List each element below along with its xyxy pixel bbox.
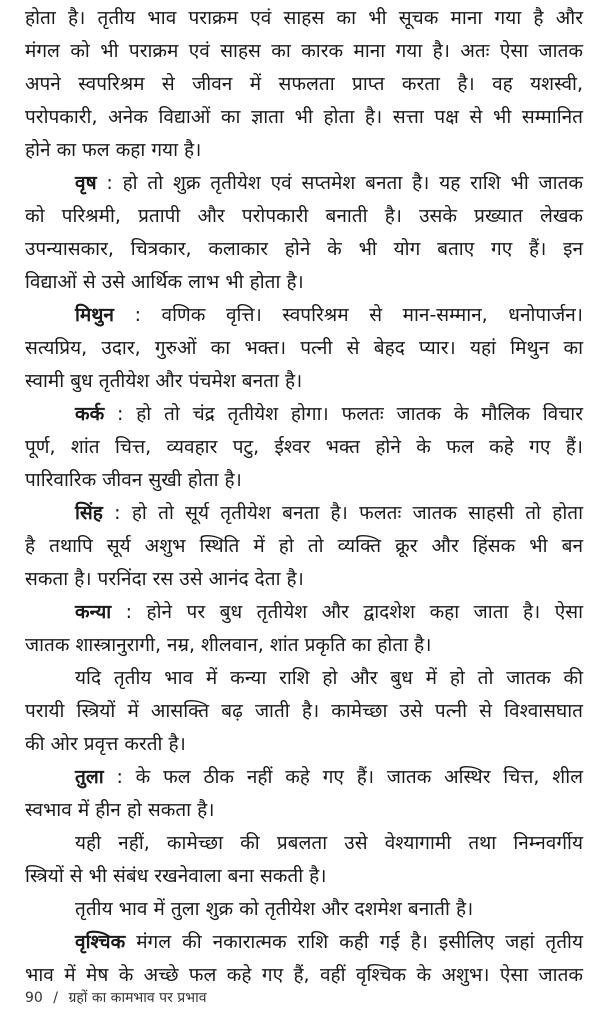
text-line — [25, 629, 583, 662]
text-line — [25, 695, 583, 728]
line-text: पारिवारिक जीवन सुखी होता है। — [25, 469, 242, 491]
paragraph — [25, 662, 583, 761]
text-line — [25, 68, 583, 101]
zodiac-heading: वृश्चिक — [75, 931, 126, 953]
line-text: सत्यप्रिय, उदार, गुरुओं का भक्त। पत्नी से बेहद प्यार। यहां मिथुन का — [25, 337, 583, 359]
line-text: स्त्रियों से भी संबंध रखनेवाला बना सकती है। — [25, 865, 327, 887]
line-text: पूर्ण, शांत चित्त, व्यवहार पटु, ईश्वर भक्त होने के फल कहे गए हैं। — [25, 436, 583, 458]
line-text: उपन्यासकार, चित्रकार, कलाकार होने के भी योग बताए गए हैं। इन — [25, 238, 583, 260]
paragraph — [25, 761, 583, 827]
text-line — [25, 266, 583, 299]
footer-separator: / — [53, 990, 58, 1006]
paragraph — [25, 596, 583, 662]
line-text: : हो तो शुक्र तृतीयेश एवं सप्तमेश बनता है। यह राशि भी जातक — [96, 172, 583, 194]
text-line — [25, 35, 583, 68]
text-line — [25, 926, 583, 959]
text-line — [25, 497, 583, 530]
text-line — [25, 233, 583, 266]
page-footer — [25, 988, 213, 1007]
text-line — [25, 464, 583, 497]
text-line — [25, 860, 583, 893]
paragraph — [25, 893, 583, 926]
line-text: तृतीय भाव में तुला शुक्र को तृतीयेश और दशमेश बनाती है। — [75, 898, 474, 920]
text-line — [25, 596, 583, 629]
text-line — [25, 101, 583, 134]
line-text: यदि तृतीय भाव में कन्या राशि हो और बुध में हो तो जातक की — [75, 667, 583, 689]
text-line — [25, 398, 583, 431]
text-line — [25, 761, 583, 794]
line-text: है तथापि सूर्य अशुभ स्थिति में हो तो व्यक्ति क्रूर और हिंसक भी बन — [25, 535, 583, 557]
text-line — [25, 563, 583, 596]
line-text: यही नहीं, कामेच्छा की प्रबलता उसे वेश्यागामी तथा निम्नवर्गीय — [75, 832, 583, 854]
text-line — [25, 2, 583, 35]
zodiac-heading: सिंह — [75, 502, 103, 524]
line-text: : होने पर बुध तृतीयेश और द्वादशेश कहा जाता है। ऐसा — [111, 601, 583, 623]
page-number: 90 — [25, 990, 43, 1006]
text-line — [25, 431, 583, 464]
book-title: ग्रहों का कामभाव पर प्रभाव — [68, 990, 207, 1006]
line-text: : वणिक वृत्ति। स्वपरिश्रम से मान-सम्मान, धनोपार्जन। — [113, 304, 583, 326]
line-text: स्वामी बुध तृतीयेश और पंचमेश बनता है। — [25, 370, 303, 392]
paragraph — [25, 398, 583, 497]
line-text: परोपकारी, अनेक विद्याओं का ज्ञाता भी होता है। सत्ता पक्ष से भी सम्मानित — [25, 106, 583, 128]
text-line — [25, 365, 583, 398]
line-text: : हो तो सूर्य तृतीयेश बनता है। फलतः जातक साहसी तो होता — [102, 502, 583, 524]
paragraph — [25, 2, 583, 167]
text-line — [25, 299, 583, 332]
text-line — [25, 134, 583, 167]
zodiac-heading: तुला — [75, 766, 104, 788]
text-line — [25, 728, 583, 761]
paragraph — [25, 167, 583, 299]
zodiac-heading: कर्क — [75, 403, 105, 425]
text-line — [25, 662, 583, 695]
line-text: को परिश्रमी, प्रतापी और परोपकारी बनाती है। उसके प्रख्यात लेखक — [25, 205, 583, 227]
line-text: मंगल को भी पराक्रम एवं साहस का कारक माना गया है। अतः ऐसा जातक — [25, 40, 583, 62]
page-body — [25, 2, 583, 992]
line-text: परायी स्त्रियों में आसक्ति बढ़ जाती है। कामेच्छा उसे पत्नी से विश्वासघात — [25, 700, 583, 722]
zodiac-heading: वृष — [75, 172, 97, 194]
line-text: मंगल की नकारात्मक राशि कही गई है। इसीलिए जहां तृतीय — [125, 931, 583, 953]
text-line — [25, 893, 583, 926]
text-line — [25, 167, 583, 200]
paragraph — [25, 299, 583, 398]
zodiac-heading: कन्या — [75, 601, 112, 623]
zodiac-heading: मिथुन — [75, 304, 114, 326]
line-text: भाव में मेष के अच्छे फल कहे गए हैं, वहीं वृश्चिक के अशुभ। ऐसा जातक — [25, 964, 583, 986]
text-line — [25, 827, 583, 860]
text-line — [25, 332, 583, 365]
line-text: : के फल ठीक नहीं कहे गए हैं। जातक अस्थिर चित्त, शील — [103, 766, 583, 788]
text-line — [25, 200, 583, 233]
line-text: विद्याओं से उसे आर्थिक लाभ भी होता है। — [25, 271, 304, 293]
line-text: स्वभाव में हीन हो सकता है। — [25, 799, 215, 821]
paragraph — [25, 497, 583, 596]
line-text: अपने स्वपरिश्रम से जीवन में सफलता प्राप्त करता है। वह यशस्वी, — [25, 73, 583, 95]
text-line — [25, 794, 583, 827]
paragraph — [25, 926, 583, 992]
line-text: : हो तो चंद्र तृतीयेश होगा। फलतः जातक के मौलिक विचार — [104, 403, 583, 425]
line-text: सकता है। परनिंदा रस उसे आनंद देता है। — [25, 568, 304, 590]
line-text: होता है। तृतीय भाव पराक्रम एवं साहस का भी सूचक माना गया है और — [25, 7, 583, 29]
paragraph — [25, 827, 583, 893]
line-text: होने का फल कहा गया है। — [25, 139, 202, 161]
text-line — [25, 530, 583, 563]
line-text: की ओर प्रवृत्त करती है। — [25, 733, 186, 755]
line-text: जातक शास्त्रानुरागी, नम्र, शीलवान, शांत प्रकृति का होता है। — [25, 634, 432, 656]
